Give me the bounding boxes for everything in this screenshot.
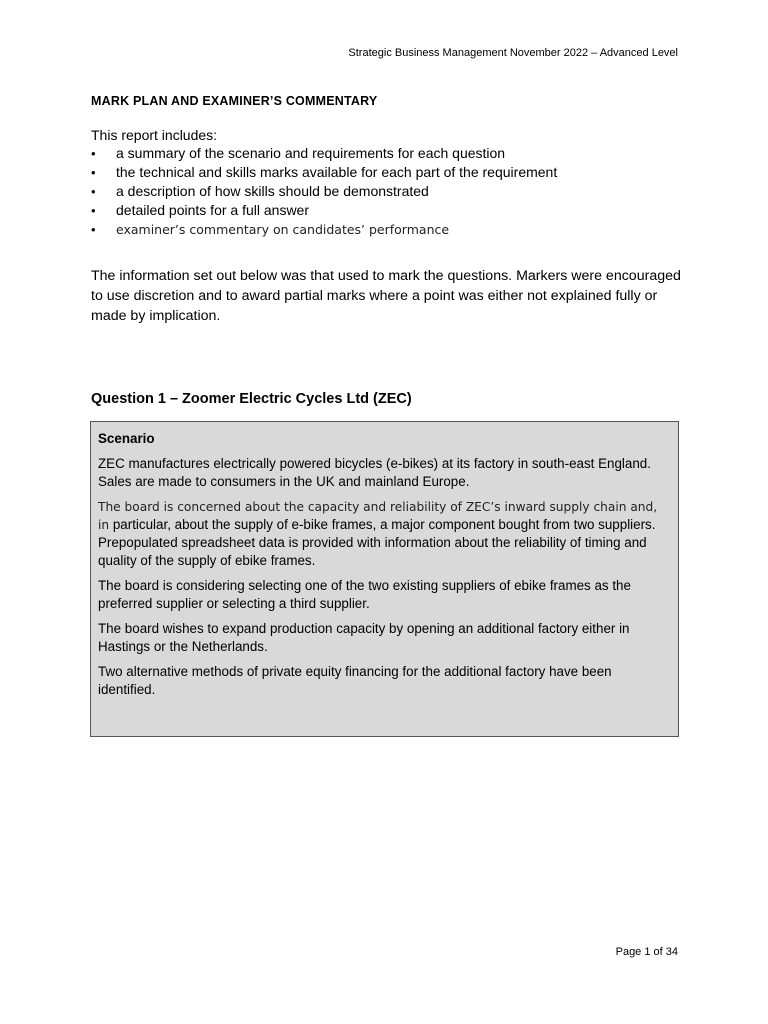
scenario-heading: Scenario (98, 431, 155, 446)
scenario-paragraph: Two alternative methods of private equity financing for the additional factory have been identified. (98, 664, 612, 697)
bullet-icon: • (91, 222, 96, 237)
list-item (91, 163, 557, 182)
scenario-paragraph: The board wishes to expand production capacity by opening an additional factory either in Hastings or the Netherlands. (98, 621, 630, 654)
list-item (91, 220, 557, 239)
scenario-paragraph-rest: particular, about the supply of e-bike frames, a major component bought from two suppliers. Prepopulated spreadsheet data is provided with information about the reliability of timing and quality of the supply of ebike frames. (98, 517, 656, 568)
report-contents-list (91, 144, 557, 239)
scenario-paragraph-first-line: The board is concerned about the capacity and reliability of ZEC’s inward supply chain and, in (98, 500, 658, 532)
bullet-icon: • (91, 165, 96, 180)
scenario-paragraph: The board is considering selecting one of the two existing suppliers of ebike frames as the preferred supplier or selecting a third supplier. (98, 578, 631, 611)
list-item (91, 182, 557, 201)
list-item-text: the technical and skills marks available for each part of the requirement (116, 164, 558, 180)
scenario-paragraph: ZEC manufactures electrically powered bicycles (e-bikes) at its factory in south-east England. Sales are made to consumers in the UK and mainland Europe. (98, 456, 651, 489)
report-contents-lead: This report includes: (91, 127, 218, 143)
list-item-text: a description of how skills should be demonstrated (116, 183, 429, 199)
scenario-box (90, 421, 679, 737)
marking-information-paragraph: The information set out below was that used to mark the questions. Markers were encouraged to use discretion and to award partial marks where a point was either not explained fully or made by implication. (91, 268, 681, 324)
list-item (91, 201, 557, 220)
list-item (91, 144, 557, 163)
scenario-paragraph (98, 498, 670, 570)
list-item-text: examiner’s commentary on candidates’ performance (116, 222, 450, 237)
document-heading: MARK PLAN AND EXAMINER’S COMMENTARY (91, 94, 378, 108)
list-item-text: a summary of the scenario and requirements for each question (116, 145, 506, 161)
page-number: Page 1 of 34 (615, 946, 678, 958)
question-title: Question 1 – Zoomer Electric Cycles Ltd (ZEC) (91, 391, 412, 407)
bullet-icon: • (91, 203, 96, 218)
list-item-text: detailed points for a full answer (116, 202, 309, 218)
bullet-icon: • (91, 184, 96, 199)
running-header: Strategic Business Management November 2022 – Advanced Level (348, 47, 678, 59)
report-contents (91, 126, 557, 239)
bullet-icon: • (91, 146, 96, 161)
